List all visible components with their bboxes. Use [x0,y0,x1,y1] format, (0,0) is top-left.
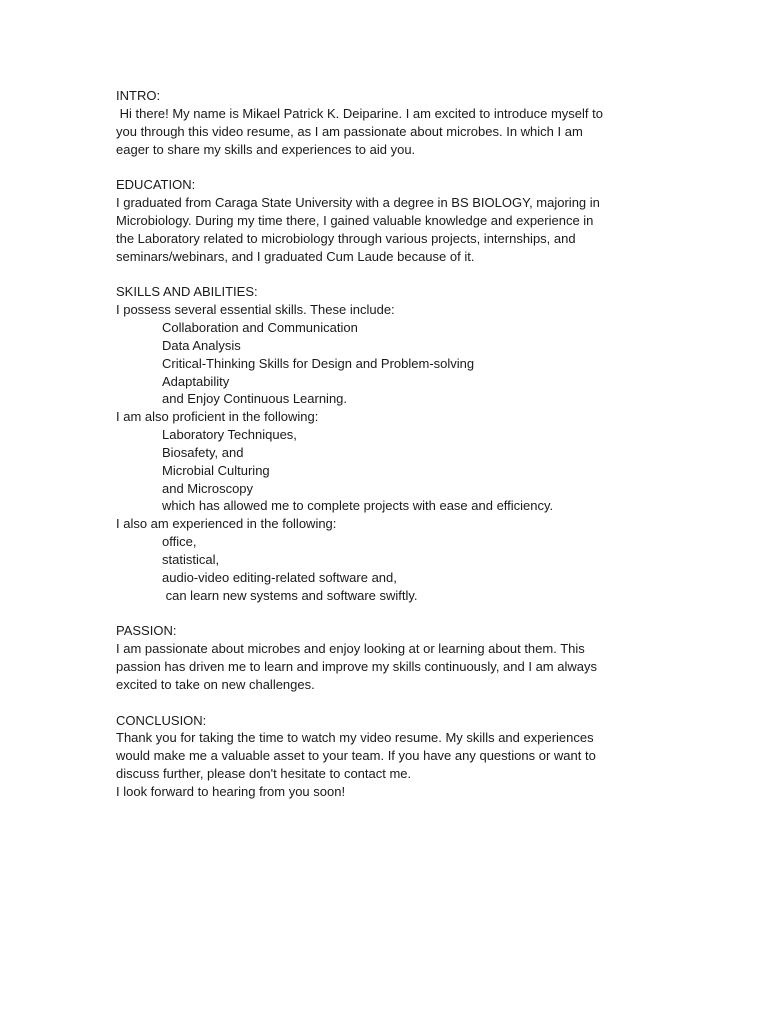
proficient-skills-intro: I am also proficient in the following: [116,409,319,425]
essential-skill-item: Adaptability [162,373,230,389]
essential-skill-item: Collaboration and Communication [162,319,358,335]
intro-heading: INTRO: [116,88,161,103]
experienced-skill-item: office, [162,534,197,550]
skills-heading: SKILLS AND ABILITIES: [116,284,258,300]
section-gap [116,158,676,176]
experienced-skill-item: audio-video editing-related software and, [162,569,397,585]
intro-line: you through this video resume, as I am passionate about microbes. In which I am [116,123,583,139]
conclusion-heading: CONCLUSION: [116,712,207,728]
proficient-skill-item: which has allowed me to complete projects with ease and efficiency. [162,498,554,514]
conclusion-section [116,712,676,801]
skills-section [116,283,676,604]
experienced-skills-intro: I also am experienced in the following: [116,516,337,532]
education-line: I graduated from Caraga State University with a degree in BS BIOLOGY, majoring in [116,195,600,211]
education-section [116,176,676,265]
education-line: Microbiology. During my time there, I gained valuable knowledge and experience in [116,212,594,228]
proficient-skill-item: and Microscopy [162,480,254,496]
passion-line: passion has driven me to learn and improve my skills continuously, and I am always [116,659,597,674]
essential-skill-item: and Enjoy Continuous Learning. [162,391,348,407]
conclusion-line: would make me a valuable asset to your team. If you have any questions or want to [116,748,596,764]
essential-skill-item: Critical-Thinking Skills for Design and Problem-solving [162,355,475,371]
intro-section [116,87,676,158]
proficient-skill-item: Microbial Culturing [162,462,270,478]
education-line: the Laboratory related to microbiology through various projects, internships, and [116,230,576,246]
education-line: seminars/webinars, and I graduated Cum Laude because of it. [116,248,475,264]
education-heading: EDUCATION: [116,177,196,193]
conclusion-line: I look forward to hearing from you soon! [116,783,346,799]
proficient-skill-item: Biosafety, and [162,444,244,460]
proficient-skill-item: Laboratory Techniques, [162,427,297,443]
conclusion-line: Thank you for taking the time to watch my video resume. My skills and experiences [116,730,594,746]
experienced-skill-item: can learn new systems and software swiftly. [162,587,418,603]
passion-heading: PASSION: [116,623,177,639]
essential-skills-intro: I possess several essential skills. These include: [116,302,395,318]
section-gap [116,694,676,712]
section-gap [116,604,676,622]
passion-line: I am passionate about microbes and enjoy looking at or learning about them. This [116,641,585,657]
passion-section [116,622,676,693]
conclusion-line: discuss further, please don't hesitate to contact me. [116,766,412,782]
intro-line: eager to share my skills and experiences to aid you. [116,141,416,157]
resume-document [116,87,676,801]
essential-skill-item: Data Analysis [162,337,241,353]
experienced-skill-item: statistical, [162,551,220,567]
section-gap [116,265,676,283]
passion-line: excited to take on new challenges. [116,676,315,692]
intro-line: Hi there! My name is Mikael Patrick K. Deiparine. I am excited to introduce myself to [116,105,603,121]
